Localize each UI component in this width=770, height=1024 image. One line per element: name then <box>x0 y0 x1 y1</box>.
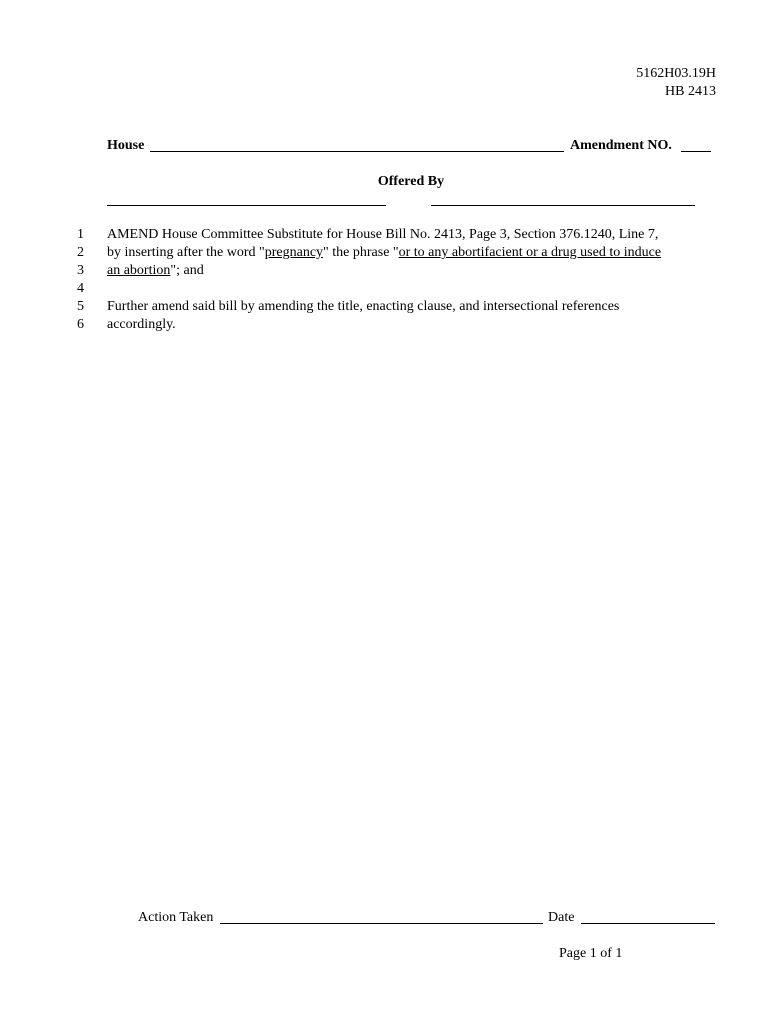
bill-code: 5162H03.19H <box>636 66 716 81</box>
offered-by-label: Offered By <box>377 174 445 189</box>
offered-by-blank-left <box>107 205 386 206</box>
amendment-text-segment: " the phrase " <box>323 245 399 260</box>
underlined-word-pregnancy: pregnancy <box>264 245 324 260</box>
amendment-text-segment: by inserting after the word " <box>107 245 265 260</box>
underlined-inserted-phrase: or to any abortifacient or a drug used to induce <box>398 245 662 260</box>
line-number: 6 <box>77 317 84 332</box>
action-taken-label: Action Taken <box>138 910 214 925</box>
amendment-text-line-5: Further amend said bill by amending the title, enacting clause, and intersectional references <box>107 299 620 314</box>
line-number: 3 <box>77 263 84 278</box>
amendment-number-blank <box>681 151 711 152</box>
bill-number: HB 2413 <box>665 84 716 99</box>
amendment-text-line-6: accordingly. <box>107 317 176 332</box>
amendment-text-line-3 <box>107 262 204 280</box>
amendment-text-line-2 <box>107 244 661 262</box>
line-number: 1 <box>77 227 84 242</box>
date-blank <box>581 923 715 924</box>
house-label: House <box>107 138 145 153</box>
page-number: Page 1 of 1 <box>559 946 623 961</box>
amendment-text-line-1: AMEND House Committee Substitute for House Bill No. 2413, Page 3, Section 376.1240, Line 7, <box>107 227 659 242</box>
line-number: 2 <box>77 245 84 260</box>
line-number: 5 <box>77 299 84 314</box>
action-taken-blank <box>220 923 543 924</box>
underlined-inserted-phrase-continued: an abortion <box>107 263 171 278</box>
house-blank-line <box>150 151 564 152</box>
date-label: Date <box>548 910 575 925</box>
offered-by-blank-right <box>431 205 695 206</box>
amendment-text-segment: "; and <box>170 263 204 278</box>
line-number: 4 <box>77 281 84 296</box>
amendment-number-label: Amendment NO. <box>570 138 672 153</box>
